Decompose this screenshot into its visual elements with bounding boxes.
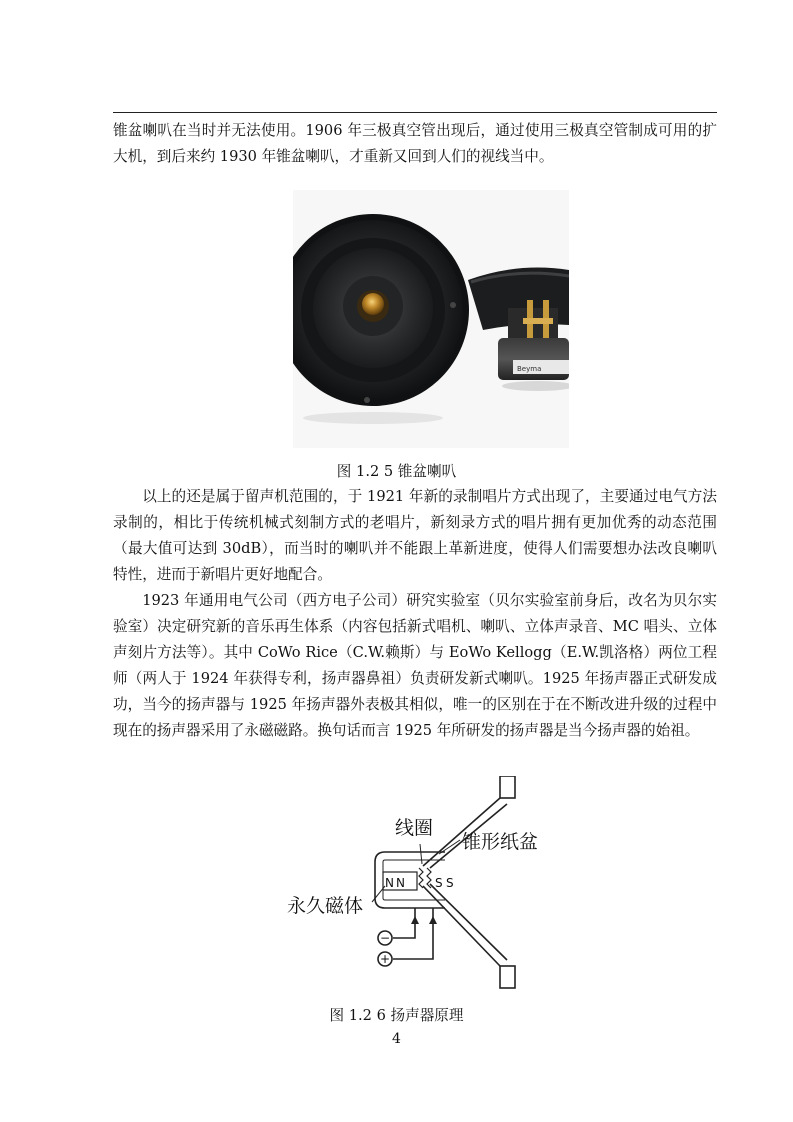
minus-sign: − <box>380 931 391 945</box>
speaker-principle-diagram <box>285 776 555 998</box>
dome-tweeter <box>362 293 384 315</box>
cone-lower <box>423 884 507 966</box>
pole-n-1: N <box>385 876 394 890</box>
page-number: 4 <box>392 1031 401 1047</box>
figure-6-caption: 图 1.2 6 扬声器原理 <box>329 1007 464 1024</box>
pole-s-2: S <box>446 876 454 890</box>
label-magnet: 永久磁体 <box>287 895 364 917</box>
voice-coil <box>419 868 423 888</box>
surround-top <box>500 776 515 798</box>
cone-speaker-photo <box>293 190 569 448</box>
pole-s-1: S <box>435 876 443 890</box>
intro-paragraph: 锥盆喇叭在当时并无法使用。1906 年三极真空管出现后，通过使用三极真空管制成可用的扩大机，到后来约 1930 年锥盆喇叭，才重新又回到人们的视线当中。 <box>113 122 717 165</box>
coil-leader <box>420 844 422 864</box>
wire-plus <box>393 908 433 959</box>
paragraph-dynamic-range: 以上的还是属于留声机范围的，于 1921 年新的录制唱片方式出现了，主要通过电气方法录制的，相比于传统机械式刻制方式的老唱片，新刻录方式的唱片拥有更加优秀的动态范围（最大值可达到 30dB），而当时的喇叭并不能跟上革新进度，使得人们需要想办法改良喇叭特性，进而于新唱片更好地配合。 <box>113 488 717 583</box>
label-cone: 锥形纸盆 <box>462 831 539 853</box>
plus-sign: + <box>380 952 391 966</box>
paragraph-bell-labs: 1923 年通用电气公司（西方电子公司）研究实验室（贝尔实验室前身后，改名为贝尔实验室）决定研究新的音乐再生体系（内容包括新式唱机、喇叭、立体声录音、MC 唱头、立体声刻片方法等）。其中 CoWo Rice（C.W.赖斯）与 EoWo Kellogg（E.W.凯洛格）两位工程师（两人于 1924 年获得专利，扬声器鼻祖）负责研发新式喇叭。1925 年扬声器正式研发成功，当今的扬声器与 1925 年扬声器外表极其相似，唯一的区别在于在不断改进升级的过程中现在的扬声器采用了永磁磁路。换句话而言 1925 年所研发的扬声器是当今扬声器的始祖。 <box>113 592 717 739</box>
label-coil: 线圈 <box>395 817 434 839</box>
current-arrow-down <box>411 916 419 924</box>
figure-5-caption: 图 1.2 5 锥盆喇叭 <box>336 463 457 480</box>
header-rule <box>113 112 717 113</box>
surround-bottom <box>500 966 515 988</box>
current-arrow-up <box>429 916 437 924</box>
pole-n-2: N <box>396 876 405 890</box>
side-speaker-label: Beyma <box>517 365 542 373</box>
